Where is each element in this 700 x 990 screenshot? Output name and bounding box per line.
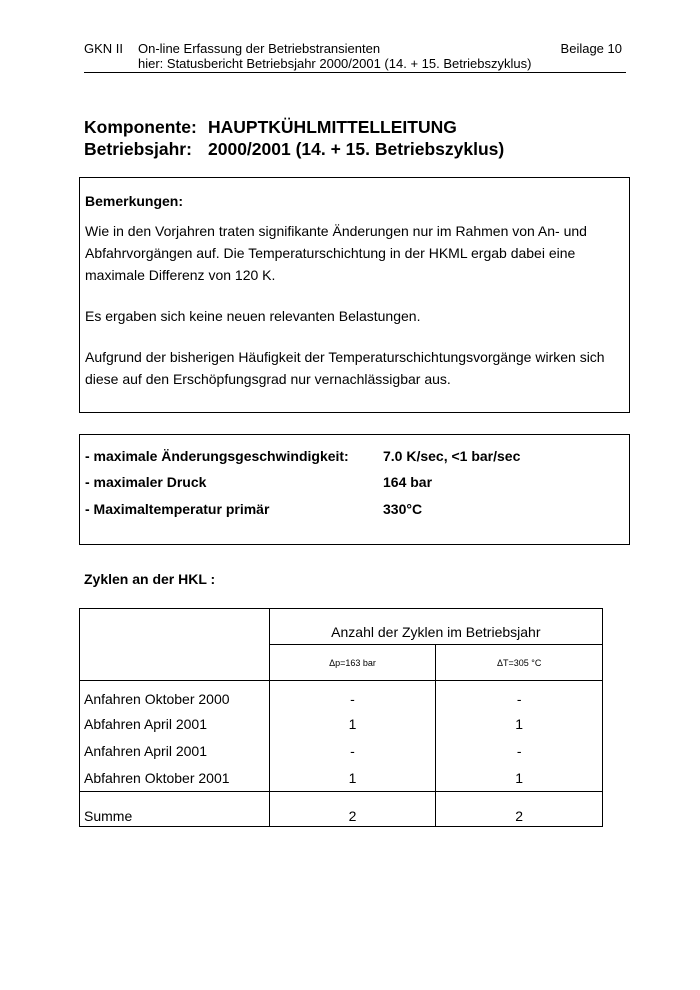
row-value-pressure: - xyxy=(269,738,436,765)
sum-value-temperature: 2 xyxy=(436,792,603,827)
column-header-temperature: ΔT=305 °C xyxy=(436,645,603,681)
spec-value: 164 bar xyxy=(383,474,433,490)
row-value-temperature: 1 xyxy=(436,765,603,792)
spec-value: 7.0 K/sec, <1 bar/sec xyxy=(383,448,521,464)
cycles-table xyxy=(79,608,603,827)
table-row xyxy=(80,765,603,792)
table-row xyxy=(80,710,603,738)
header-rule xyxy=(84,72,626,73)
header-line-2: hier: Statusbericht Betriebsjahr 2000/2001 (14. + 15. Betriebszyklus) xyxy=(138,56,532,71)
remarks-heading: Bemerkungen: xyxy=(85,193,184,209)
attachment-label: Beilage 10 xyxy=(560,41,622,56)
year-label: Betriebsjahr: xyxy=(84,139,192,159)
sum-value-pressure: 2 xyxy=(269,792,436,827)
remarks-box xyxy=(79,177,630,413)
table-row xyxy=(80,738,603,765)
row-label: Anfahren Oktober 2000 xyxy=(80,681,270,710)
specs-box xyxy=(79,434,630,545)
year-value: 2000/2001 (14. + 15. Betriebszyklus) xyxy=(208,139,505,159)
sum-label: Summe xyxy=(80,792,270,827)
remarks-paragraph-2: Es ergaben sich keine neuen relevanten Belastungen. xyxy=(85,308,421,324)
row-label: Abfahren Oktober 2001 xyxy=(80,765,270,792)
table-corner-cell xyxy=(80,609,270,681)
remarks-line-1: Wie in den Vorjahren traten signifikante Änderungen nur im Rahmen von An- und xyxy=(85,223,587,239)
row-value-temperature: - xyxy=(436,681,603,710)
spec-value: 330°C xyxy=(383,501,423,517)
remarks-line-2: Abfahrvorgängen auf. Die Temperaturschichtung in der HKML ergab dabei eine xyxy=(85,245,576,261)
table-row xyxy=(80,681,603,710)
row-label: Anfahren April 2001 xyxy=(80,738,270,765)
row-value-temperature: - xyxy=(436,738,603,765)
spec-label: - maximaler Druck xyxy=(85,474,207,490)
row-value-pressure: 1 xyxy=(269,765,436,792)
remarks-line-4: Aufgrund der bisherigen Häufigkeit der Temperaturschichtungsvorgänge wirken sich xyxy=(85,349,605,365)
spec-label: - Maximaltemperatur primär xyxy=(85,501,270,517)
row-label: Abfahren April 2001 xyxy=(80,710,270,738)
remarks-line-3: maximale Differenz von 120 K. xyxy=(85,267,276,283)
column-header-pressure: Δp=163 bar xyxy=(269,645,436,681)
sum-row xyxy=(80,792,603,827)
component-label: Komponente: xyxy=(84,117,197,137)
spec-label: - maximale Änderungsgeschwindigkeit: xyxy=(85,448,349,464)
cycles-heading: Zyklen an der HKL : xyxy=(84,571,216,587)
doc-id: GKN II xyxy=(84,41,124,56)
group-header: Anzahl der Zyklen im Betriebsjahr xyxy=(269,609,602,645)
row-value-temperature: 1 xyxy=(436,710,603,738)
row-value-pressure: - xyxy=(269,681,436,710)
row-value-pressure: 1 xyxy=(269,710,436,738)
header-line-1: On-line Erfassung der Betriebstransienten xyxy=(138,41,381,56)
component-value: HAUPTKÜHLMITTELLEITUNG xyxy=(208,117,457,137)
remarks-line-5: diese auf den Erschöpfungsgrad nur vernachlässigbar aus. xyxy=(85,371,451,387)
